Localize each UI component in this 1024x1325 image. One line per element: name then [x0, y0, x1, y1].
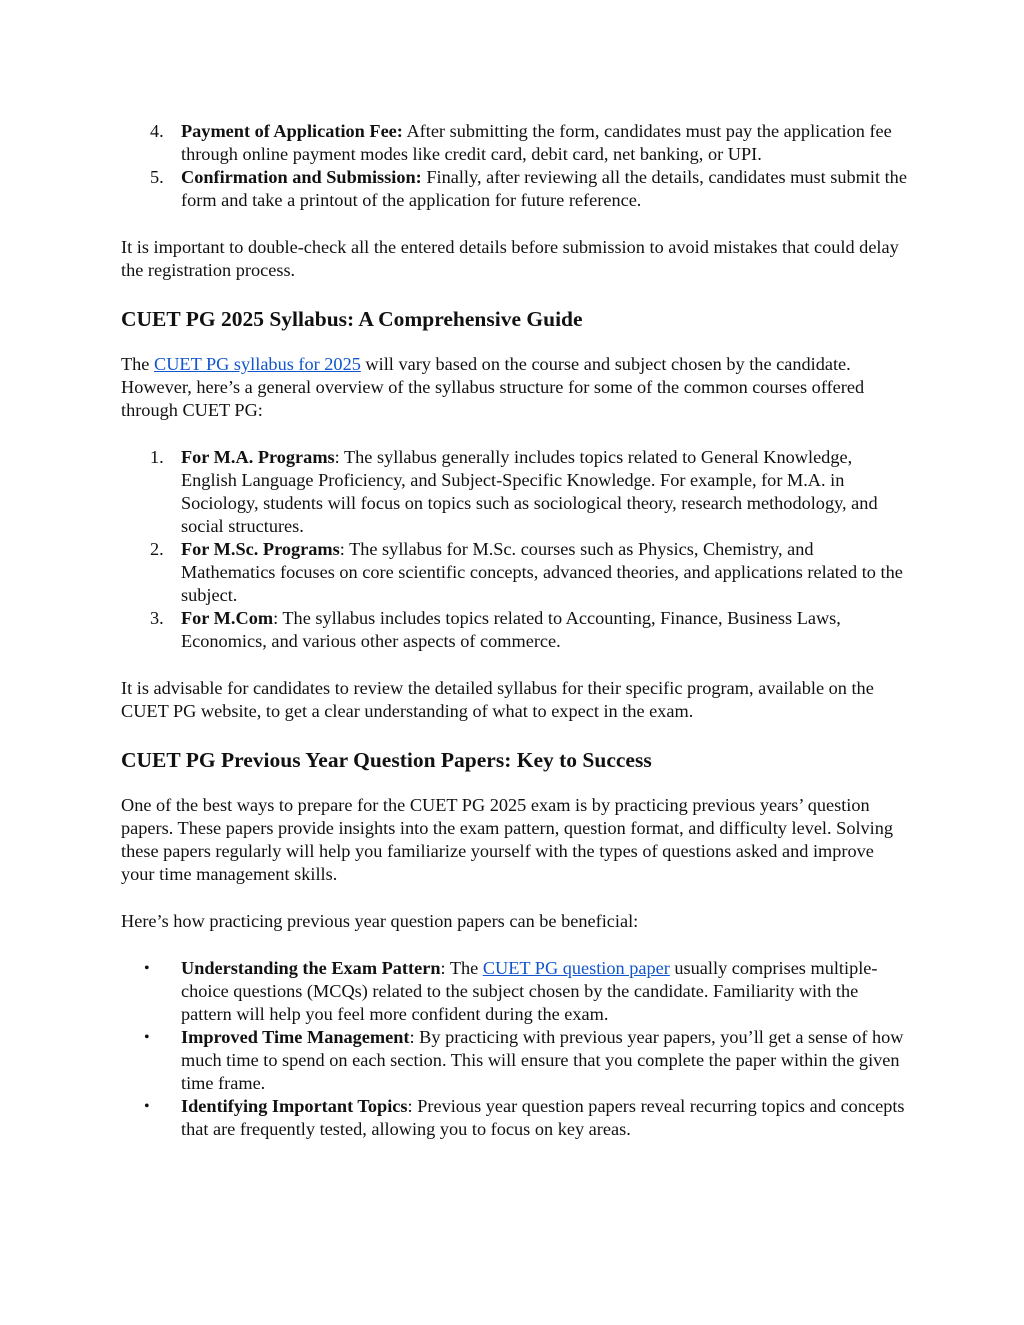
papers-intro: One of the best ways to prepare for the CUET PG 2025 exam is by practicing previous years’ question papers. These papers provide insights into the exam pattern, question format, and difficulty level. Solving these papers regularly will help you familiarize yourself with the types of questions asked and improve your time management skills. [121, 795, 894, 884]
list-item [121, 538, 911, 607]
list-item-text: : The syllabus generally includes topics related to General Knowledge, English Language Proficiency, and Subject-Specific Knowledge. For example, for M.A. in Sociology, students will focus on topics such as sociological theory, research methodology, and social structures. [181, 447, 878, 536]
list-item-title: Confirmation and Submission: [181, 167, 422, 187]
syllabus-link[interactable]: CUET PG syllabus for 2025 [154, 354, 361, 374]
bullet-icon: • [144, 1098, 150, 1115]
list-item-text: : The syllabus includes topics related to Accounting, Finance, Business Laws, Economics, and various other aspects of commerce. [181, 608, 841, 651]
list-item-title: For M.A. Programs [181, 447, 335, 467]
papers-benefits-intro: Here’s how practicing previous year question papers can be beneficial: [121, 911, 639, 931]
syllabus-list [121, 446, 911, 653]
list-item [121, 957, 911, 1026]
list-item [121, 166, 911, 212]
list-item [121, 607, 911, 653]
list-item-title: Identifying Important Topics [181, 1096, 408, 1116]
papers-heading: CUET PG Previous Year Question Papers: Key to Success [121, 748, 652, 772]
list-item-text: : Previous year question papers reveal recurring topics and concepts that are frequently tested, allowing you to focus on key areas. [181, 1096, 905, 1139]
list-item [121, 446, 911, 538]
list-item-title: For M.Com [181, 608, 274, 628]
list-number: 2. [150, 539, 164, 559]
syllabus-intro [121, 353, 911, 422]
document-content [121, 120, 911, 1141]
list-item [121, 120, 911, 166]
list-number: 5. [150, 167, 164, 187]
registration-steps-list [121, 120, 911, 212]
syllabus-intro-before: The [121, 354, 154, 374]
list-item-text: : By practicing with previous year papers, you’ll get a sense of how much time to spend on each section. This will ensure that you complete the paper within the given time frame. [181, 1027, 904, 1093]
list-item-title: Improved Time Management [181, 1027, 410, 1047]
benefits-list [121, 957, 911, 1141]
list-item-title: For M.Sc. Programs [181, 539, 340, 559]
registration-note: It is important to double-check all the entered details before submission to avoid mistakes that could delay the registration process. [121, 237, 899, 280]
list-item-text: Finally, after reviewing all the details, candidates must submit the form and take a printout of the application for future reference. [181, 167, 907, 210]
question-paper-link[interactable]: CUET PG question paper [482, 958, 670, 978]
syllabus-advice: It is advisable for candidates to review the detailed syllabus for their specific program, available on the CUET PG website, to get a clear understanding of what to expect in the exam. [121, 678, 874, 721]
list-item-text-before: : The [440, 958, 483, 978]
list-item-text-after: usually comprises multiple-choice questions (MCQs) related to the subject chosen by the candidate. Familiarity with the pattern will help you feel more confident during the exam. [181, 958, 878, 1024]
bullet-icon: • [144, 960, 150, 977]
list-item-title: Understanding the Exam Pattern [181, 958, 441, 978]
list-number: 3. [150, 608, 164, 628]
bullet-icon: • [144, 1029, 150, 1046]
list-item-text: After submitting the form, candidates must pay the application fee through online payment modes like credit card, debit card, net banking, or UPI. [181, 121, 892, 164]
list-item-text: : The syllabus for M.Sc. courses such as Physics, Chemistry, and Mathematics focuses on core scientific concepts, advanced theories, and applications related to the subject. [181, 539, 903, 605]
list-number: 4. [150, 121, 164, 141]
syllabus-heading: CUET PG 2025 Syllabus: A Comprehensive Guide [121, 307, 583, 331]
syllabus-intro-after: will vary based on the course and subject chosen by the candidate. However, here’s a general overview of the syllabus structure for some of the common courses offered through CUET PG: [121, 354, 865, 420]
list-item [121, 1095, 911, 1141]
list-item [121, 1026, 911, 1095]
list-item-title: Payment of Application Fee: [181, 121, 403, 141]
list-number: 1. [150, 447, 164, 467]
